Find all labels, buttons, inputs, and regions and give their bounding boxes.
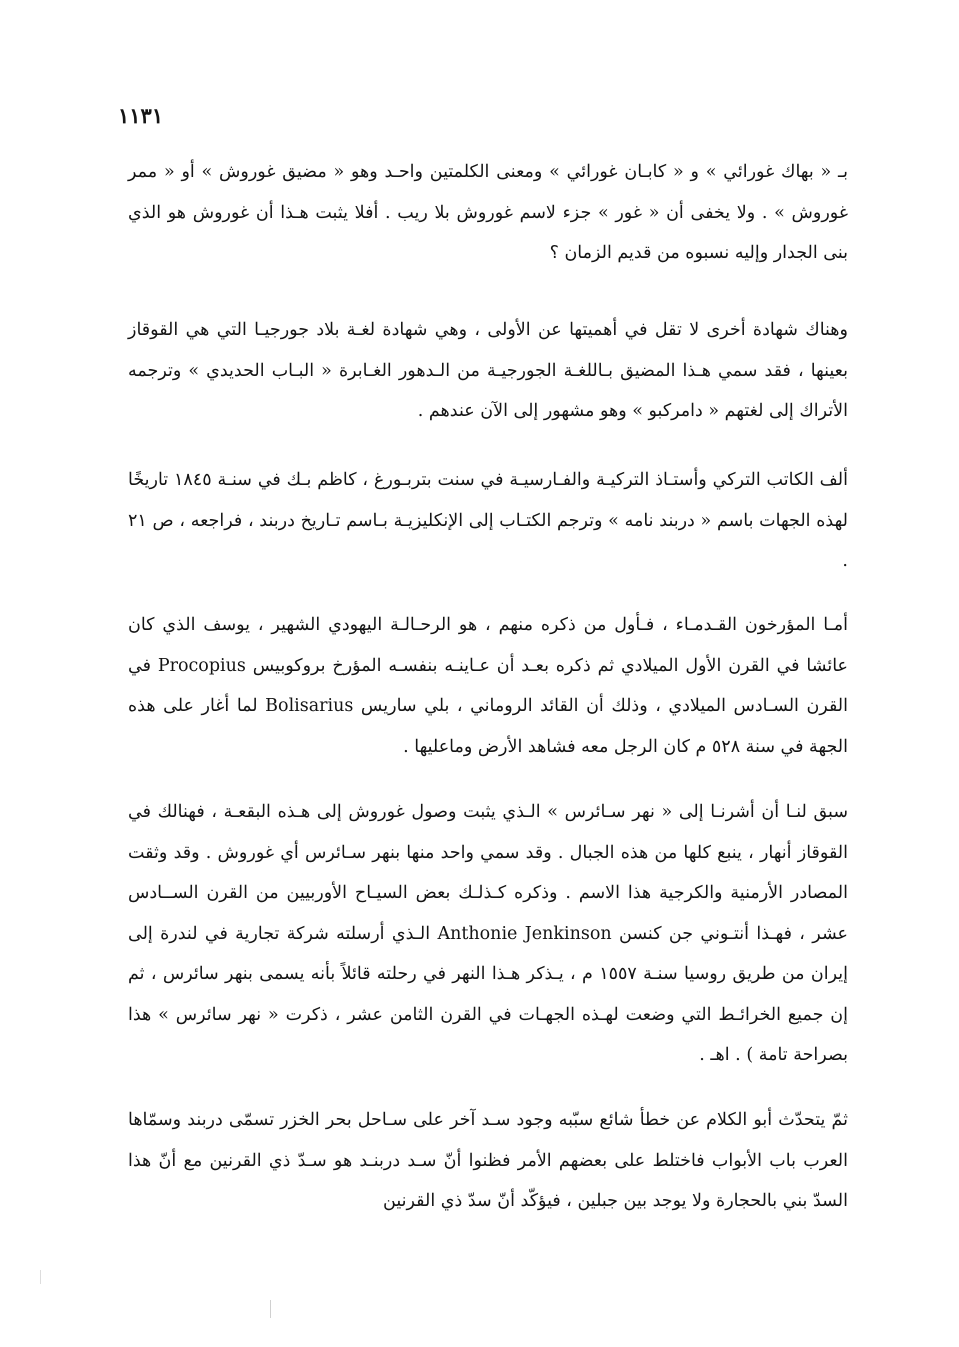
paragraph-5: سبق لنـا أن أشرنـا إلى « نهر سـائرس » الـذي يثبت وصول غوروش إلى هـذه البقعـة ، فهنالك في القوقاز أنهار ، ينبع كلها من هذه الجبال . وقد سمي واحد منها بنهر سـائرس أي غوروش . وقد وثقت المصادر الأرمنية والكرجية هذا الاسم . وذكره كـذلـك بعض السيـاح الأوربيين من القرن الســادس عشر ، فهـذا أنتـوني جن كنسن Anthonie Jenkinson الـذي أرسلته شركة تجارية في لندرة إلى إيران من طريق روسيا سنـة ١٥٥٧ م ، يـذكر هـذا النهر في رحلته قائلاً بأنه يسمى بنهر سائرس ، ثم إن جميع الخرائـط التي وضعت لهـذه الجهـات في القرن الثامن عشر ، ذكرت « نهر سائرس » هذا بصراحة تامة ) . اهـ . bbox=[128, 802, 848, 1065]
paragraph-1: بـ « بهاك غورائي » و « كابـان غورائي » ومعنى الكلمتين واحـد وهو « مضيق غوروش » أو « ممر غوروش » . ولا يخفى أن « غور » جزء لاسم غوروش بلا ريب . أفلا يثبت هـذا أن غوروش هو الذي بنى الجدار وإليه نسبوه من قديم الزمان ؟ bbox=[128, 162, 848, 263]
scan-artifact bbox=[40, 1270, 41, 1284]
scan-artifact bbox=[270, 1300, 271, 1318]
paragraph-2: وهناك شهادة أخرى لا تقل في أهميتها عن الأولى ، وهي شهادة لغـة بلاد جورجيـا التي هي القوقاز بعينها ، فقد سمي هـذا المضيق بـاللغـة الجورجيـة من الـدهور الغـابرة « البـاب الحديدي » وترجمه الأتراك إلى لغتهم « دامركبو » وهو مشهور إلى الآن عندهم . bbox=[128, 320, 848, 421]
paragraph-4: أمـا المؤرخون القـدمـاء ، فـأول من ذكره منهم ، هو الرحـالـة اليهودي الشهير ، يوسف الذي كان عائشا في القرن الأول الميلادي ثم ذكره بعـد أن عـاينـه بنفسـه المؤرخ بروكوبيس Procopius في القرن السـادس الميلادي ، وذلك أن القائد الروماني ، بلي ساريس Bolisarius لما أغار على هذه الجهة في سنة ٥٢٨ م كان الرجل معه فشاهد الأرض وماعليها . bbox=[128, 615, 848, 757]
page-number: ١١٣١ bbox=[118, 103, 164, 128]
paragraph-6: ثمّ يتحدّث أبو الكلام عن خطأ شائع سبّبه وجود سـد آخر على سـاحل بحر الخزر تسمّى دربند وسمّاها العرب باب الأبواب فاختلط على بعضهم الأمر فظنوا أنّ سـد دربنـد هو سـدّ ذي القرنين مع أنّ هذا السدّ بني بالحجارة ولا يوجد بين جبلين ، فيؤكّد أنّ سدّ ذي القرنين bbox=[128, 1110, 848, 1211]
paragraph-3: ألف الكاتب التركي وأستـاذ التركيـة والفـارسيـة في سنت بتربـورغ ، كاظم بـك في سنـة ١٨٤٥ تاريخًا لهذه الجهات باسم « دربند نامه » وترجم الكتـاب إلى الإنكليزيـة بـاسم تـاريخ دربند ، فراجعه ، ص ٢١ . bbox=[128, 470, 848, 571]
